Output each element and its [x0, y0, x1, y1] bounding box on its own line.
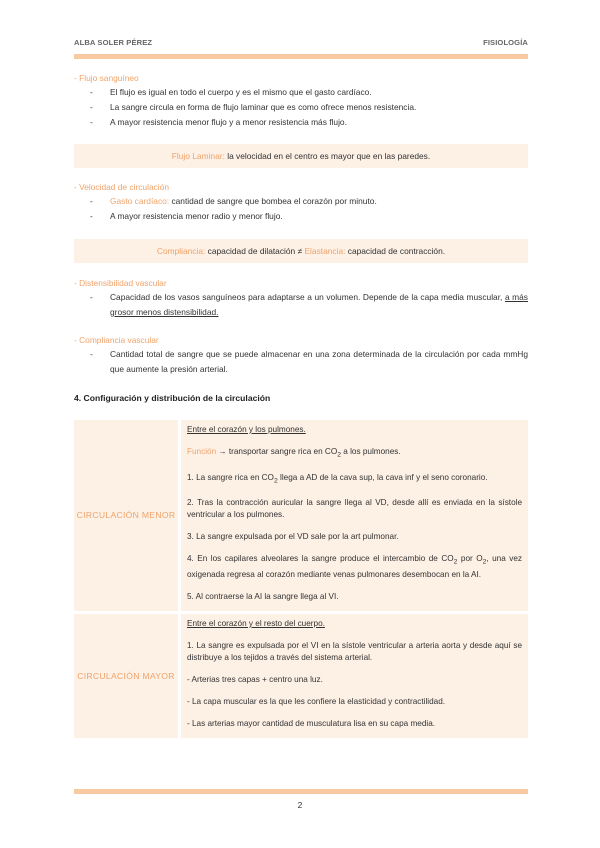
list-item: - A mayor resistencia menor radio y menor flujo. [74, 209, 528, 224]
table-row [74, 420, 528, 611]
section-4 [74, 393, 528, 403]
compliancia-title: - Compliancia vascular [74, 335, 159, 345]
term-flujo-laminar: Flujo Laminar: [171, 151, 225, 161]
list-item: - El flujo es igual en todo el cuerpo y es el mismo que el gasto cardíaco. [74, 85, 528, 100]
flujo-title: - Flujo sanguíneo [74, 73, 139, 83]
section-compliancia [74, 335, 528, 377]
definition-text: capacidad de contracción. [345, 246, 446, 256]
distensibilidad-list [74, 290, 528, 320]
menor-step-4 [187, 553, 522, 581]
menor-heading: Entre el corazón y los pulmones. [187, 425, 306, 434]
menor-step-3: 3. La sangre expulsada por el VD sale por la art pulmonar. [187, 532, 399, 542]
step-text: 4. En los capilares alveolares la sangre produce el intercambio de CO [187, 554, 454, 564]
list-item: - Cantidad total de sangre que se puede almacenar en una zona determinada de la circulación por cada mmHg que aumente la presión arterial. [74, 347, 528, 377]
menor-step-5: 5. Al contraerse la AI la sangre llega al VI. [187, 591, 339, 601]
list-item [74, 290, 528, 320]
circulacion-menor-content [178, 420, 528, 611]
mayor-point-1: - Arterias tres capas + centro una luz. [187, 674, 323, 684]
circulacion-mayor-content [178, 614, 528, 738]
funcion-text: → transportar sangre rica en CO [216, 447, 338, 456]
term-gasto-cardiaco: Gasto cardíaco: [110, 196, 170, 206]
section-flujo [74, 73, 528, 130]
list-item-text: cantidad de sangre que bombea el corazón por minuto. [169, 196, 377, 206]
list-item-text: Capacidad de los vasos sanguíneos para adaptarse a un volumen. Depende de la capa media muscular, [110, 292, 505, 302]
funcion-text: a los pulmones. [341, 447, 401, 456]
definition-text: capacidad de dilatación ≠ [205, 246, 305, 256]
term-funcion: Función [187, 447, 217, 456]
circulacion-mayor-label: CIRCULACIÓN MAYOR [74, 614, 178, 738]
header-divider [74, 54, 528, 59]
list-item: - La sangre circula en forma de flujo laminar que es como ofrece menos resistencia. [74, 100, 528, 115]
term-compliancia: Compliancia: [156, 246, 206, 256]
mayor-point-3: - Las arterias mayor cantidad de musculatura lisa en su capa media. [187, 718, 436, 728]
list-item [74, 194, 528, 209]
subscript: 2 [453, 558, 458, 566]
definition-box-flujo-laminar [74, 144, 528, 168]
table-row [74, 614, 528, 738]
definition-text: la velocidad en el centro es mayor que en las paredes. [224, 151, 431, 161]
section-velocidad [74, 182, 528, 224]
header-subject: FISIOLOGÍA [483, 38, 528, 47]
velocidad-list [74, 194, 528, 224]
header-author: ALBA SOLER PÉREZ [74, 38, 153, 47]
compliancia-list [74, 347, 528, 377]
mayor-step-1: 1. La sangre es expulsada por el VI en la sístole ventricular a arteria aorta y desde aquí se distribuye a los tejidos a través del sistema arterial. [187, 640, 522, 662]
circulation-table [74, 417, 528, 741]
section-4-title: 4. Configuración y distribución de la circulación [74, 393, 271, 403]
page-number: 2 [297, 800, 303, 810]
mayor-heading: Entre el corazón y el resto del cuerpo. [187, 618, 325, 628]
term-elastancia: Elastancia: [304, 246, 346, 256]
menor-step-2: 2. Tras la contracción auricular la sangre llega al VD, desde allí es enviada en la sístole ventricular a los pulmones. [187, 498, 522, 520]
step-text: , una vez oxigenada regresa al corazón mediante venas pulmonares desembocan en la AI. [187, 554, 522, 579]
footer-divider [74, 789, 528, 794]
step-text: 1. La sangre rica en CO [187, 472, 274, 482]
underlined-text: a más grosor menos distensibilidad. [110, 292, 528, 317]
section-distensibilidad [74, 278, 528, 320]
subscript: 2 [337, 451, 341, 459]
subscript: 2 [273, 477, 278, 485]
step-text: por O [457, 554, 483, 564]
distensibilidad-title: - Distensibilidad vascular [74, 278, 167, 288]
definition-box-compliancia [74, 239, 528, 263]
flujo-list [74, 85, 528, 130]
page-header [74, 38, 528, 50]
menor-step-1 [187, 472, 522, 488]
list-item: - A mayor resistencia menor flujo y a menor resistencia más flujo. [74, 115, 528, 130]
mayor-point-2: - La capa muscular es la que les confiere la elasticidad y contractilidad. [187, 696, 446, 706]
circulacion-menor-label: CIRCULACIÓN MENOR [74, 420, 178, 611]
step-text: llega a AD de la cava sup, la cava inf y el seno coronario. [277, 472, 488, 482]
menor-funcion [187, 446, 522, 462]
velocidad-title: - Velocidad de circulación [74, 182, 169, 192]
subscript: 2 [482, 558, 487, 566]
